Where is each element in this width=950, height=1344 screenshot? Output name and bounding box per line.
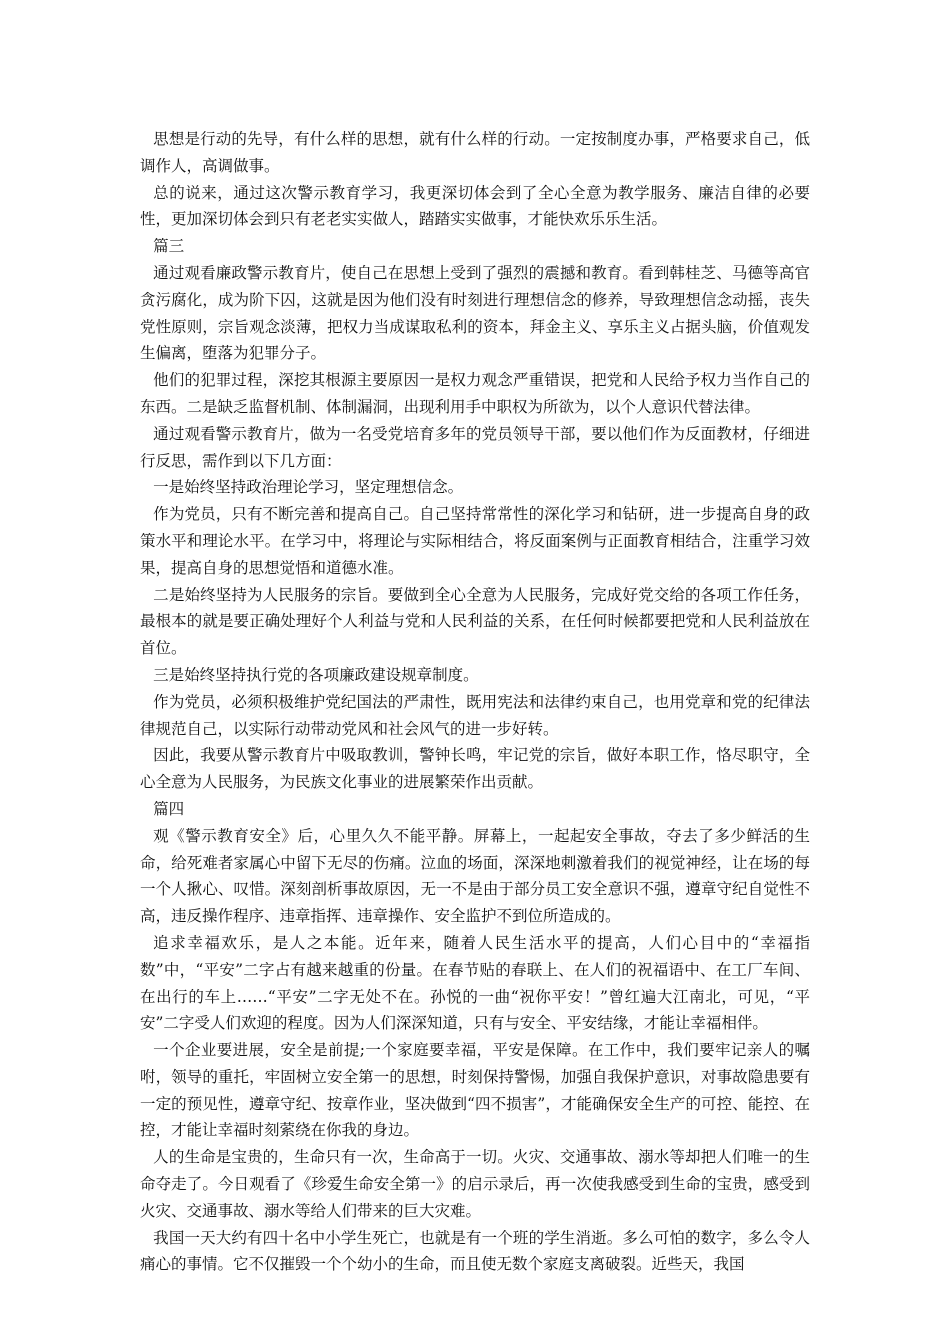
paragraph: 二是始终坚持为人民服务的宗旨。要做到全心全意为人民服务，完成好党交给的各项工作任务，最根本的就是要正确处理好个人利益与党和人民利益的关系，在任何时候都要把党和人民利益放在首位。 [140,585,810,658]
paragraph: 追求幸福欢乐，是人之本能。近年来，随着人民生活水平的提高，人们心目中的“幸福指数”中，“平安”二字占有越来越重的份量。在春节贴的春联上、在人们的祝福语中、在工厂车间、在出行的车上……“平安”二字无处不在。孙悦的一曲“祝你平安！”曾红遍大江南北，可见，“平安”二字受人们欢迎的程度。因为人们深深知道，只有与安全、平安结缘，才能让幸福相伴。 [140,933,810,1033]
paragraph: 通过观看廉政警示教育片，使自己在思想上受到了强烈的震撼和教育。看到韩桂芝、马德等高官贪污腐化，成为阶下囚，这就是因为他们没有时刻进行理想信念的修养，导致理想信念动摇，丧失党性原则，宗旨观念淡薄，把权力当成谋取私利的资本，拜金主义、享乐主义占据头脑，价值观发生偏离，堕落为犯罪分子。 [140,263,810,363]
paragraph: 因此，我要从警示教育片中吸取教训，警钟长鸣，牢记党的宗旨，做好本职工作，恪尽职守，全心全意为人民服务，为民族文化事业的进展繁荣作出贡献。 [140,746,810,792]
paragraph: 一是始终坚持政治理论学习，坚定理想信念。 [153,478,464,497]
paragraph: 通过观看警示教育片，做为一名受党培育多年的党员领导干部，要以他们作为反面教材，仔细进行反思，需作到以下几方面： [140,424,810,470]
paragraph: 作为党员，只有不断完善和提高自己。自己坚持常常性的深化学习和钻研，进一步提高自身的政策水平和理论水平。在学习中，将理论与实际相结合，将反面案例与正面教育相结合，注重学习效果，提高自身的思想觉悟和道德水准。 [140,505,810,577]
paragraph: 思想是行动的先导，有什么样的思想，就有什么样的行动。一定按制度办事，严格要求自己，低调作人，高调做事。 [140,130,810,175]
paragraph: 我国一天大约有四十名中小学生死亡，也就是有一个班的学生消逝。多么可怕的数字，多么令人痛心的事情。它不仅摧毁一个个幼小的生命，而且使无数个家庭支离破裂。近些天，我国 [140,1228,810,1274]
paragraph: 他们的犯罪过程，深挖其根源主要原因一是权力观念严重错误，把党和人民给予权力当作自己的东西。二是缺乏监督机制、体制漏洞，出现利用手中职权为所欲为，以个人意识代替法律。 [140,371,810,416]
paragraph: 三是始终坚持执行党的各项廉政建设规章制度。 [153,665,479,684]
section-heading: 篇三 [153,237,185,256]
paragraph: 作为党员，必须积极维护党纪国法的严肃性，既用宪法和法律约束自己，也用党章和党的纪律法律规范自己，以实际行动带动党风和社会风气的进一步好转。 [140,692,810,738]
section-heading: 篇四 [153,799,185,818]
paragraph: 人的生命是宝贵的，生命只有一次，生命高于一切。火灾、交通事故、溺水等却把人们唯一的生命夺走了。今日观看了《珍爱生命安全第一》的启示录后，再一次使我感受到生命的宝贵，感受到火灾、交通事故、溺水等给人们带来的巨大灾难。 [140,1148,810,1220]
document-body [140,126,810,1278]
paragraph: 一个企业要进展，安全是前提;一个家庭要幸福，平安是保障。在工作中，我们要牢记亲人的嘱咐，领导的重托，牢固树立安全第一的思想，时刻保持警惕，加强自我保护意识，对事故隐患要有一定的预见性，遵章守纪、按章作业，坚决做到“四不损害”，才能确保安全生产的可控、能控、在控，才能让幸福时刻萦绕在你我的身边。 [140,1041,810,1140]
paragraph: 观《警示教育安全》后，心里久久不能平静。屏幕上，一起起安全事故，夺去了多少鲜活的生命，给死难者家属心中留下无尽的伤痛。泣血的场面，深深地刺激着我们的视觉神经，让在场的每一个人揪心、叹惜。深刻剖析事故原因，无一不是由于部分员工安全意识不强，遵章守纪自觉性不高，违反操作程序、违章指挥、违章操作、安全监护不到位所造成的。 [140,826,810,926]
paragraph: 总的说来，通过这次警示教育学习，我更深切体会到了全心全意为教学服务、廉洁自律的必要性，更加深切体会到只有老老实实做人，踏踏实实做事，才能快欢乐乐生活。 [140,183,810,229]
